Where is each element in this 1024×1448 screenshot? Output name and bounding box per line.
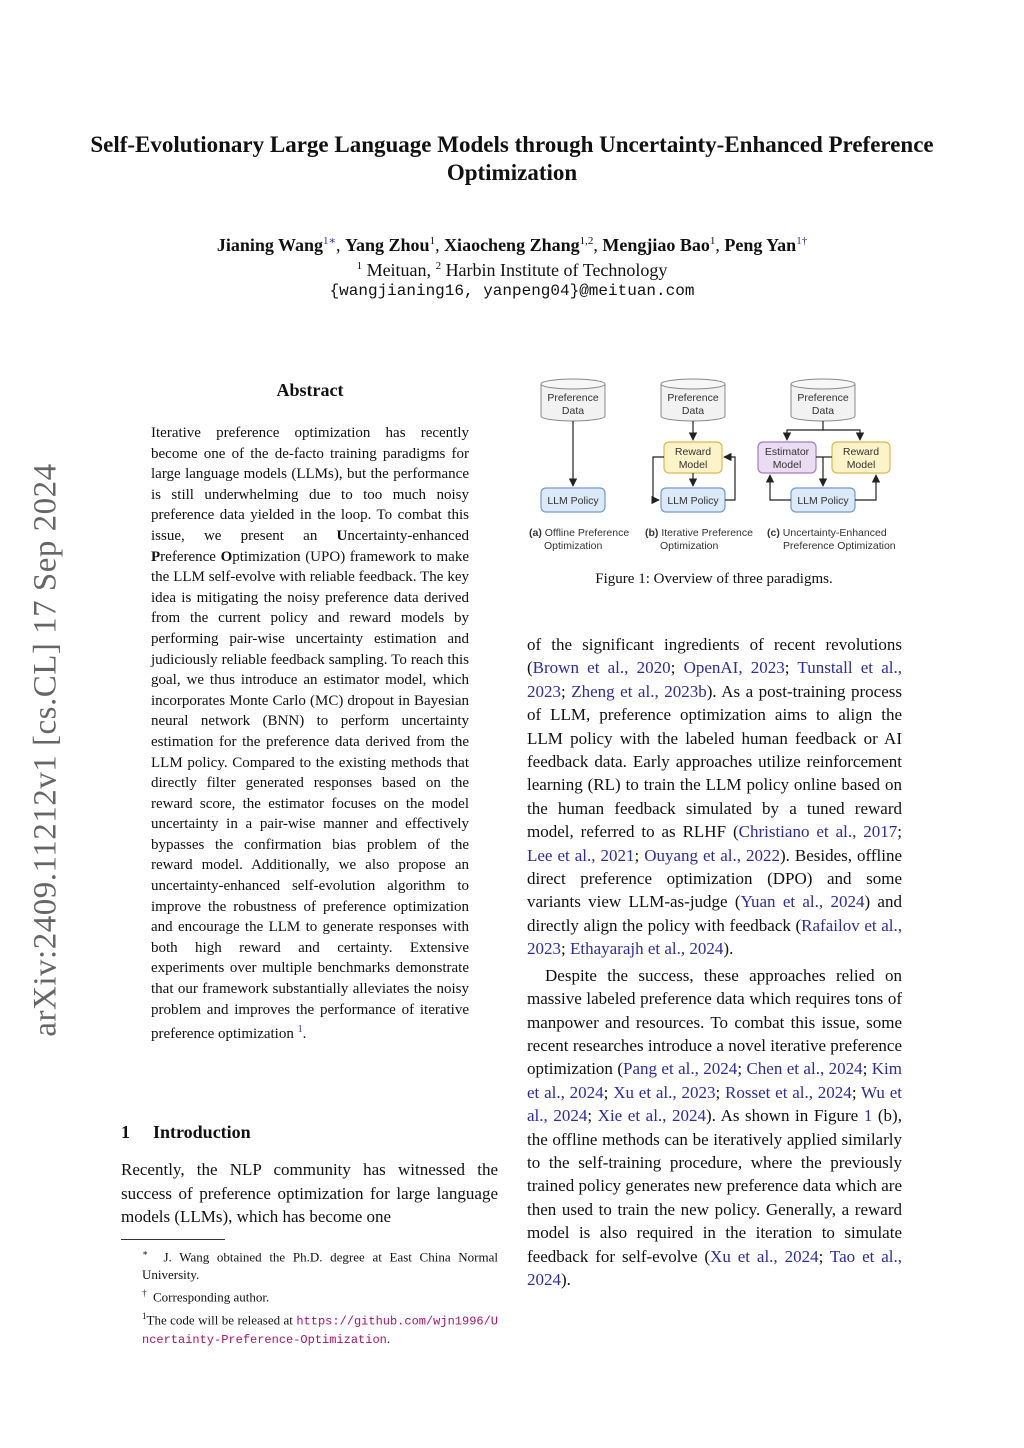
figure-caption: Figure 1: Overview of three paradigms. — [595, 571, 833, 587]
citation-link[interactable]: Christiano et al., 2017 — [738, 822, 898, 842]
arxiv-stamp: arXiv:2409.11212v1 [cs.CL] 17 Sep 2024 — [27, 463, 64, 1037]
svg-text:LLM Policy: LLM Policy — [797, 495, 849, 507]
preference-data-cylinder — [541, 379, 605, 421]
paragraph: Despite the success, these approaches relied on massive labeled preference data which requires tons of manpower and resources. To combat this issue, some recent researches introduce a novel iterative preference optimization (Pang et al., 2024; Chen et al., 2024; Kim et al., 2024; Xu et al., 2023; Rosset et al., 2024; Wu et al., 2024; Xie et al., 2024). As shown in Figure 1 (b), the offline methods can be iteratively applied similarly to the self-training procedure, where the previously trained policy generates new preference data which are then used to train the new policy. Generally, a reward model is also required in the iteration to simulate feedback for self-evolve (Xu et al., 2024; Tao et al., 2024). — [527, 965, 903, 1289]
panel-tag: (c) Uncertainty-Enhanced — [767, 527, 887, 539]
svg-text:Data: Data — [681, 405, 705, 417]
intro-body-right-column — [527, 633, 902, 1294]
preference-data-cylinder — [791, 379, 855, 421]
svg-text:Model: Model — [772, 459, 802, 471]
citation-link[interactable]: OpenAI, 2023 — [683, 658, 785, 678]
footnote-divider — [121, 1239, 225, 1240]
section-title: Introduction — [153, 1122, 251, 1142]
citation-link[interactable]: Zheng et al., 2023b — [571, 681, 707, 701]
author-email: {wangjianing16, yanpeng04}@meituan.com — [329, 282, 695, 300]
author-list: Jianing Wang$^{1∗}$, Yang Zhou$^1$, Xiaocheng Zhang$^{1,2}$, Mengjiao Bao$^1$, Peng Yan$^{1\dagger}$ — [216, 235, 808, 255]
citation-link[interactable]: Kim et al., 2024 — [527, 1059, 902, 1102]
author-sup: 1† — [796, 235, 808, 247]
citation-link[interactable]: Tunstall et al., 2023 — [527, 658, 902, 701]
figure-1 — [526, 378, 906, 558]
citation-link[interactable]: Tao et al., 2024 — [527, 1246, 903, 1289]
citation-link[interactable]: Lee et al., 2021 — [527, 845, 635, 865]
svg-text:LLM Policy: LLM Policy — [667, 495, 719, 507]
svg-text:Estimator: Estimator — [764, 446, 810, 458]
paper-title: Self-Evolutionary Large Language Models through Uncertainty-Enhanced Preference Optimization — [90, 132, 934, 185]
panel-label: Preference Optimization — [783, 540, 896, 552]
affil-mark: 2 — [435, 260, 442, 272]
citation-link[interactable]: Brown et al., 2020 — [532, 658, 671, 678]
footnote-2: † Corresponding author. — [142, 1288, 270, 1305]
citation-link[interactable]: Rosset et al., 2024 — [725, 1082, 852, 1102]
citation-link[interactable]: Yuan et al., 2024 — [740, 892, 865, 912]
panel-tag: (a) Offline Preference — [529, 527, 630, 539]
affil-1: Meituan, — [366, 260, 432, 280]
author-sup: 1∗ — [323, 235, 337, 247]
svg-text:Preference: Preference — [667, 392, 719, 404]
citation-link[interactable]: Xu et al., 2023 — [613, 1082, 716, 1102]
reward-model-box — [664, 442, 722, 473]
citation-link[interactable]: Rafailov et al., 2023 — [527, 915, 902, 959]
citation-link[interactable]: Ethayarajh et al., 2024 — [569, 939, 724, 959]
author-name: Jianing Wang — [216, 235, 324, 255]
llm-policy-box — [541, 488, 605, 512]
estimator-model-box — [758, 442, 816, 473]
panel-label: Optimization — [544, 540, 603, 552]
panel-b — [645, 379, 753, 552]
reward-model-box — [832, 442, 890, 473]
svg-text:Data: Data — [561, 405, 585, 417]
llm-policy-box — [661, 488, 725, 512]
svg-text:Model: Model — [678, 459, 708, 471]
author-name: Xiaocheng Zhang — [444, 235, 580, 255]
citation-link[interactable]: Xu et al., 2024 — [710, 1246, 819, 1266]
affiliations — [60, 254, 964, 282]
figure-ref-link[interactable]: 1 — [863, 1106, 873, 1126]
abstract-body: Iterative preference optimization has recently become one of the de-facto training paradigms for large language models (LLMs), but the performance is still underwhelming due to too much noisy preference data yielded in the loop. To combat this issue, we present an Uncertainty-enhanced Preference Optimization (UPO) framework to make the LLM self-evolve with reliable feedback. The key idea is mitigating the noisy preference data derived from the current policy and reward models by performing pair-wise uncertainty estimation and judiciously reliable feedback sampling. To reach this goal, we thus introduce an estimator model, which incorporates Monte Carlo (MC) dropout in Bayesian neural network (BNN) to perform uncertainty estimation for the preference data derived from the LLM policy. Compared to the existing methods that directly filter generated responses based on the reward score, the estimator focuses on the model uncertainty in a pair-wise manner and effectively bypasses the confirmation bias problem of the reward model. Additionally, we also propose an uncertainty-enhanced self-evolution algorithm to improve the robustness of preference optimization and encourage the LLM to generate responses with both high reward and certainty. Extensive experiments over multiple benchmarks demonstrate that our framework substantially alleviates the noisy problem and improves the performance of iterative preference optimization $^1$. — [151, 425, 469, 1043]
preference-data-cylinder — [661, 379, 725, 421]
author-name: Mengjiao Bao — [602, 235, 710, 255]
abstract-heading: Abstract — [276, 380, 344, 400]
author-name: Peng Yan — [724, 235, 797, 255]
paragraph: of the significant ingredients of recent revolutions (Brown et al., 2020; OpenAI, 2023; Tunstall et al., 2023; Zheng et al., 2023b). As a post-training process of LLM, preference optimization aims to align the LLM policy with the labeled human feedback or AI feedback data. Early approaches utilize reinforcement learning (RL) to train the LLM policy online based on the human feedback simulated by a tuned reward model, referred to as RLHF (Christiano et al., 2017; Lee et al., 2021; Ouyang et al., 2022). Besides, offline direct preference optimization (DPO) and some variants view LLM-as-judge (Yuan et al., 2024) and directly align the policy with feedback (Rafailov et al., 2023; Ethayarajh et al., 2024). — [527, 635, 903, 959]
svg-text:Model: Model — [846, 459, 876, 471]
svg-text:Preference: Preference — [797, 392, 849, 404]
code-url-link[interactable]: https://github.com/wjn1996/Uncertainty-Preference-Optimization — [142, 1313, 498, 1347]
author-sup: 1 — [429, 235, 436, 247]
affil-mark: 1 — [356, 260, 363, 272]
affil-2: Harbin Institute of Technology — [445, 260, 668, 280]
citation-link[interactable]: Ouyang et al., 2022 — [644, 845, 780, 865]
footnotes — [121, 1244, 498, 1349]
author-sup: 1 — [709, 235, 716, 247]
llm-policy-box — [791, 488, 855, 512]
citation-link[interactable]: Wu et al., 2024 — [527, 1082, 902, 1126]
panel-label: Optimization — [660, 540, 719, 552]
author-sup: 1,2 — [579, 235, 594, 247]
section-number: 1 — [121, 1122, 130, 1142]
footnote-1: ∗ J. Wang obtained the Ph.D. degree at East China Normal University. — [142, 1248, 498, 1283]
panel-a — [529, 379, 629, 552]
author-name: Yang Zhou — [345, 235, 430, 255]
svg-text:LLM Policy: LLM Policy — [547, 495, 599, 507]
panel-tag: (b) Iterative Preference — [645, 527, 753, 539]
citation-link[interactable]: Chen et al., 2024 — [746, 1059, 863, 1079]
intro-paragraph: Recently, the NLP community has witnessed the success of preference optimization for large language models (LLMs), which has become one — [121, 1160, 498, 1226]
section-heading-introduction — [121, 1120, 501, 1144]
citation-link[interactable]: Pang et al., 2024 — [623, 1059, 738, 1079]
svg-text:Reward: Reward — [842, 446, 880, 458]
citation-link[interactable]: Xie et al., 2024 — [597, 1106, 707, 1126]
footnote-ref[interactable]: 1 — [297, 1024, 303, 1036]
svg-text:Preference: Preference — [547, 392, 599, 404]
footnote-3: $^1$The code will be released at https://github.com/wjn1996/Uncertainty-Preference-Optimization. — [142, 1310, 498, 1347]
panel-c — [758, 379, 896, 552]
svg-text:Reward: Reward — [674, 446, 712, 458]
svg-text:Data: Data — [811, 405, 835, 417]
